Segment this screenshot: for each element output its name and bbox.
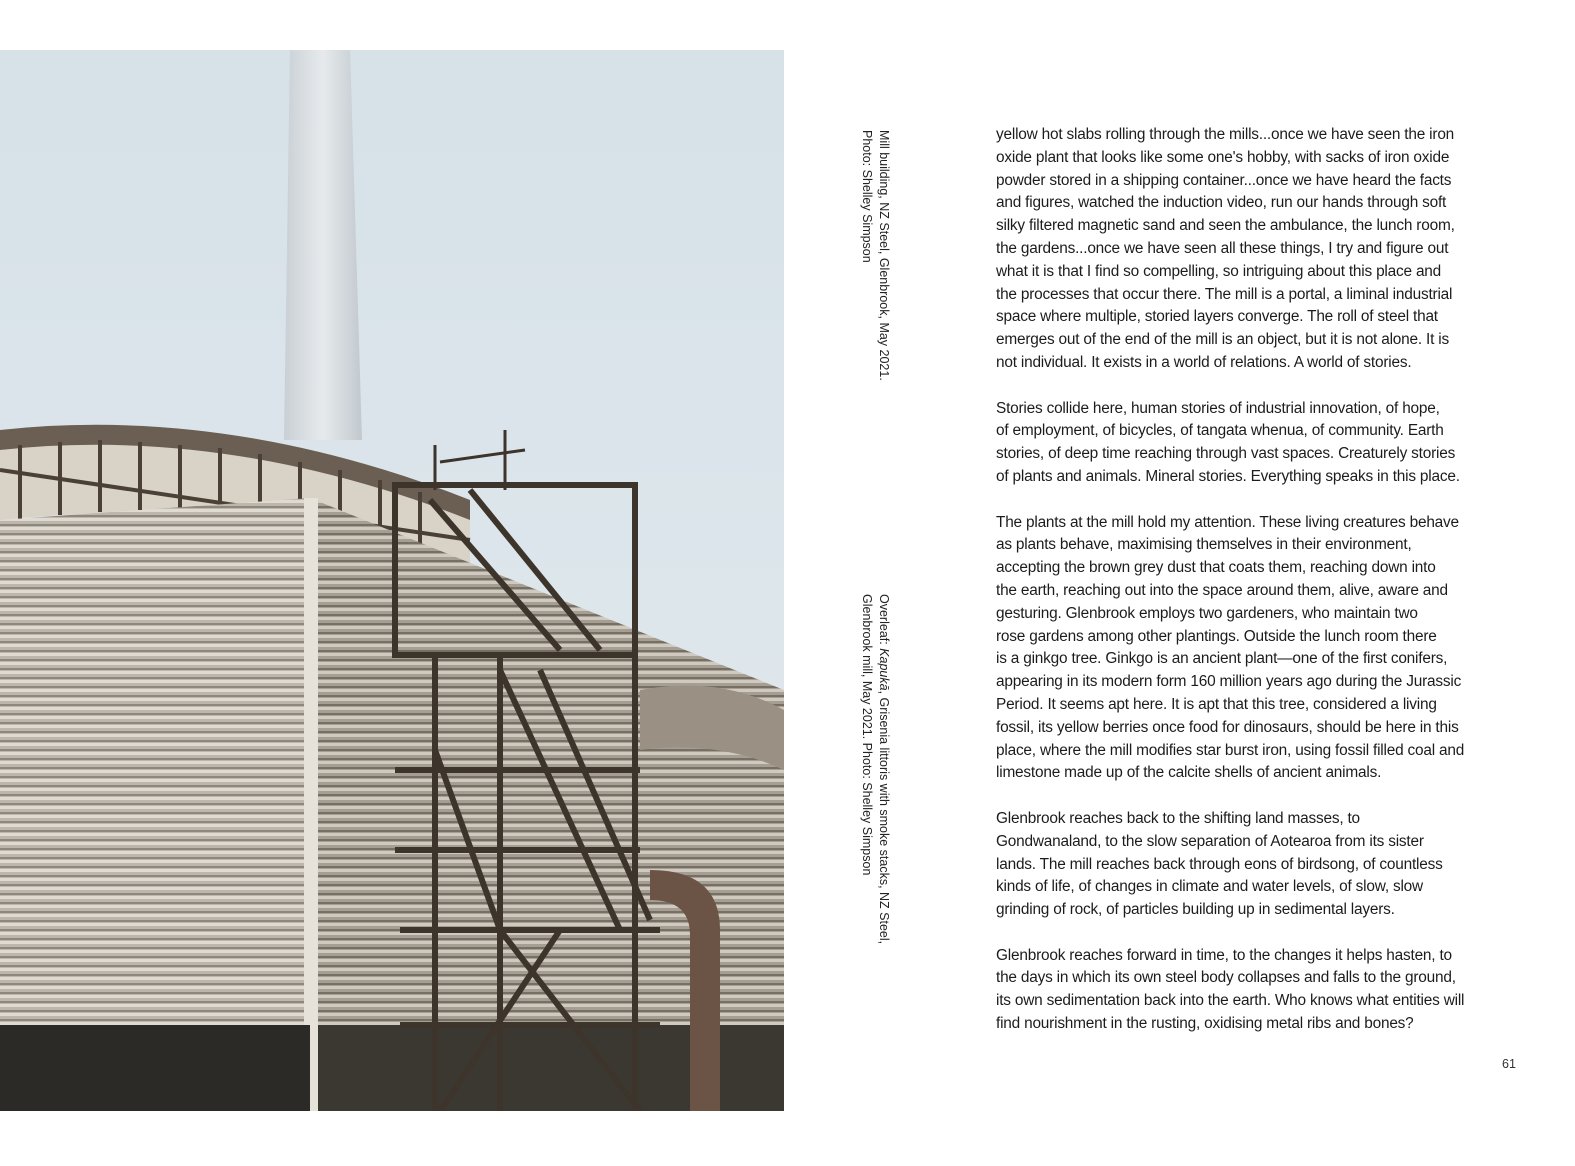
photo-caption-overleaf [858,594,892,944]
text-line: not individual. It exists in a world of relations. A world of stories. [996,353,1412,371]
text-line: yellow hot slabs rolling through the mills...once we have seen the iron [996,126,1455,143]
text-line: fossil, its yellow berries once food for dinosaurs, should be here in this [996,718,1459,736]
text-line: of plants and animals. Mineral stories. Everything speaks in this place. [996,467,1460,485]
text-line: grinding of rock, of particles building up in sedimental layers. [996,901,1395,919]
text-line: Gondwanaland, to the slow separation of Aotearoa from its sister [996,832,1424,850]
text-line: emerges out of the end of the mill is an object, but it is not alone. It is [996,331,1449,349]
mill-building-image [0,50,784,1111]
text-line: rose gardens among other plantings. Outside the lunch room there [996,627,1437,645]
text-line: silky filtered magnetic sand and seen the ambulance, the lunch room, [996,217,1455,235]
text-line: kinds of life, of changes in climate and water levels, of slow, slow [996,878,1423,896]
caption-line: Glenbrook mill, May 2021. Photo: Shelley Simpson [860,594,874,876]
text-line: the gardens...once we have seen all these things, I try and figure out [996,239,1449,257]
text-line: find nourishment in the rusting, oxidising metal ribs and bones? [996,1015,1414,1033]
paragraph [996,945,1526,1036]
text-line: its own sedimentation back into the earth. Who knows what entities will [996,992,1465,1010]
text-line: the earth, reaching out into the space around them, alive, aware and [996,581,1448,599]
text-line: Glenbrook reaches forward in time, to the changes it helps hasten, to [996,946,1452,964]
body-text [996,124,1526,1059]
text-line: The plants at the mill hold my attention. These living creatures behave [996,513,1459,531]
text-line: limestone made up of the calcite shells of ancient animals. [996,764,1382,782]
text-line: is a ginkgo tree. Ginkgo is an ancient plant—one of the first conifers, [996,650,1448,668]
caption-suffix: , Grisenia littoris with smoke stacks, NZ Steel, [877,690,891,945]
text-line: the processes that occur there. The mill is a portal, a liminal industrial [996,285,1453,303]
text-line: what it is that I find so compelling, so intriguing about this place and [996,262,1442,280]
text-line: powder stored in a shipping container...once we have heard the facts [996,171,1452,189]
text-line: place, where the mill modifies star burst iron, using fossil filled coal and [996,741,1465,759]
mill-building-photo [0,50,784,1111]
paragraph [996,124,1526,375]
text-line: lands. The mill reaches back through eons of birdsong, of countless [996,855,1443,873]
text-line: Period. It seems apt here. It is apt that this tree, considered a living [996,695,1437,713]
text-line: space where multiple, storied layers converge. The roll of steel that [996,308,1438,326]
paragraph [996,808,1526,922]
caption-line: Mill building, NZ Steel, Glenbrook, May 2021. [877,130,891,381]
caption-line: Photo: Shelley Simpson [860,130,874,263]
text-line: as plants behave, maximising themselves in their environment, [996,536,1412,554]
caption-species: Kapukā [877,648,891,691]
text-line: oxide plant that looks like some one's hobby, with sacks of iron oxide [996,148,1450,166]
text-line: accepting the brown grey dust that coats them, reaching down into [996,559,1436,577]
text-line: of employment, of bicycles, of tangata whenua, of community. Earth [996,422,1444,440]
text-line: Stories collide here, human stories of industrial innovation, of hope, [996,399,1440,417]
caption-prefix: Overleaf: [877,594,891,649]
text-line: stories, of deep time reaching through vast spaces. Creaturely stories [996,445,1456,463]
text-line: gesturing. Glenbrook employs two gardeners, who maintain two [996,604,1418,622]
text-line: Glenbrook reaches back to the shifting land masses, to [996,809,1360,827]
text-line: appearing in its modern form 160 million years ago during the Jurassic [996,673,1462,691]
photo-caption-mill-building [858,130,892,381]
page-number: 61 [1502,1057,1516,1071]
paragraph [996,398,1526,489]
paragraph [996,512,1526,786]
caption-line [875,594,892,944]
text-line: the days in which its own steel body collapses and falls to the ground, [996,969,1456,987]
text-line: and figures, watched the induction video, run our hands through soft [996,194,1447,212]
